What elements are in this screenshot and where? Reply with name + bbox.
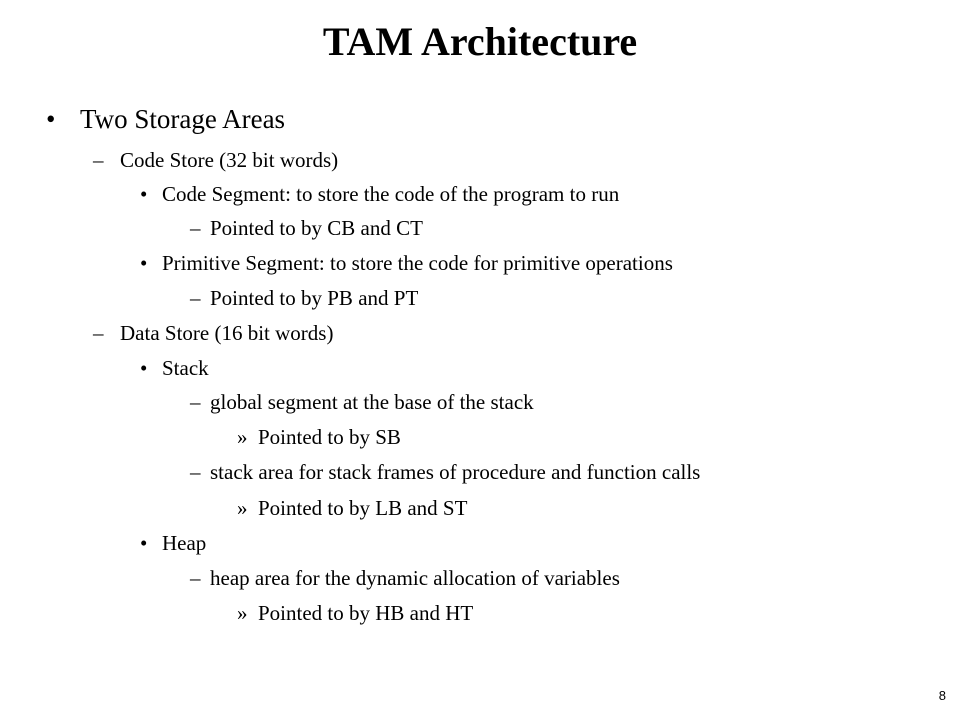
bullet-text: Code Store (32 bit words) [120, 148, 339, 172]
bullet-level2 [93, 148, 339, 173]
bullet-level4 [190, 286, 419, 311]
bullet-text: Stack [162, 356, 209, 380]
bullet-level1 [46, 104, 286, 135]
bullet-text: Primitive Segment: to store the code for primitive operations [162, 251, 673, 275]
bullet-text: heap area for the dynamic allocation of variables [210, 566, 620, 590]
bullet-text: Code Segment: to store the code of the program to run [162, 182, 620, 206]
dash-icon: – [93, 148, 104, 172]
bullet-level4 [190, 216, 423, 241]
bullet-text: Pointed to by HB and HT [258, 601, 474, 625]
slide-number: 8 [938, 688, 946, 703]
bullet-text: global segment at the base of the stack [210, 390, 534, 414]
bullet-text: Pointed to by LB and ST [258, 496, 468, 520]
bullet-dot-icon: • [140, 356, 148, 380]
bullet-level4 [190, 460, 701, 485]
bullet-text: Heap [162, 531, 207, 555]
dash-icon: – [190, 390, 201, 414]
bullet-level3 [140, 531, 207, 556]
bullet-text: stack area for stack frames of procedure and function calls [210, 460, 701, 484]
bullet-level3 [140, 251, 673, 276]
dash-icon: – [190, 566, 201, 590]
bullet-level5 [237, 601, 474, 626]
dash-icon: – [190, 286, 201, 310]
dash-icon: – [190, 216, 201, 240]
bullet-dot-icon: • [140, 251, 148, 275]
double-chevron-icon: » [237, 496, 248, 520]
bullet-dot-icon: • [46, 104, 56, 134]
bullet-text: Pointed to by SB [258, 425, 401, 449]
dash-icon: – [190, 460, 201, 484]
double-chevron-icon: » [237, 601, 248, 625]
bullet-text: Data Store (16 bit words) [120, 321, 334, 345]
bullet-text: Two Storage Areas [80, 104, 286, 134]
bullet-dot-icon: • [140, 182, 148, 206]
bullet-level3 [140, 182, 620, 207]
bullet-text: Pointed to by CB and CT [210, 216, 423, 240]
bullet-level5 [237, 425, 401, 450]
double-chevron-icon: » [237, 425, 248, 449]
bullet-level3 [140, 356, 209, 381]
dash-icon: – [93, 321, 104, 345]
slide-title: TAM Architecture [322, 19, 638, 64]
bullet-dot-icon: • [140, 531, 148, 555]
bullet-level4 [190, 390, 534, 415]
bullet-text: Pointed to by PB and PT [210, 286, 419, 310]
bullet-level2 [93, 321, 334, 346]
bullet-level4 [190, 566, 620, 591]
bullet-level5 [237, 496, 468, 521]
